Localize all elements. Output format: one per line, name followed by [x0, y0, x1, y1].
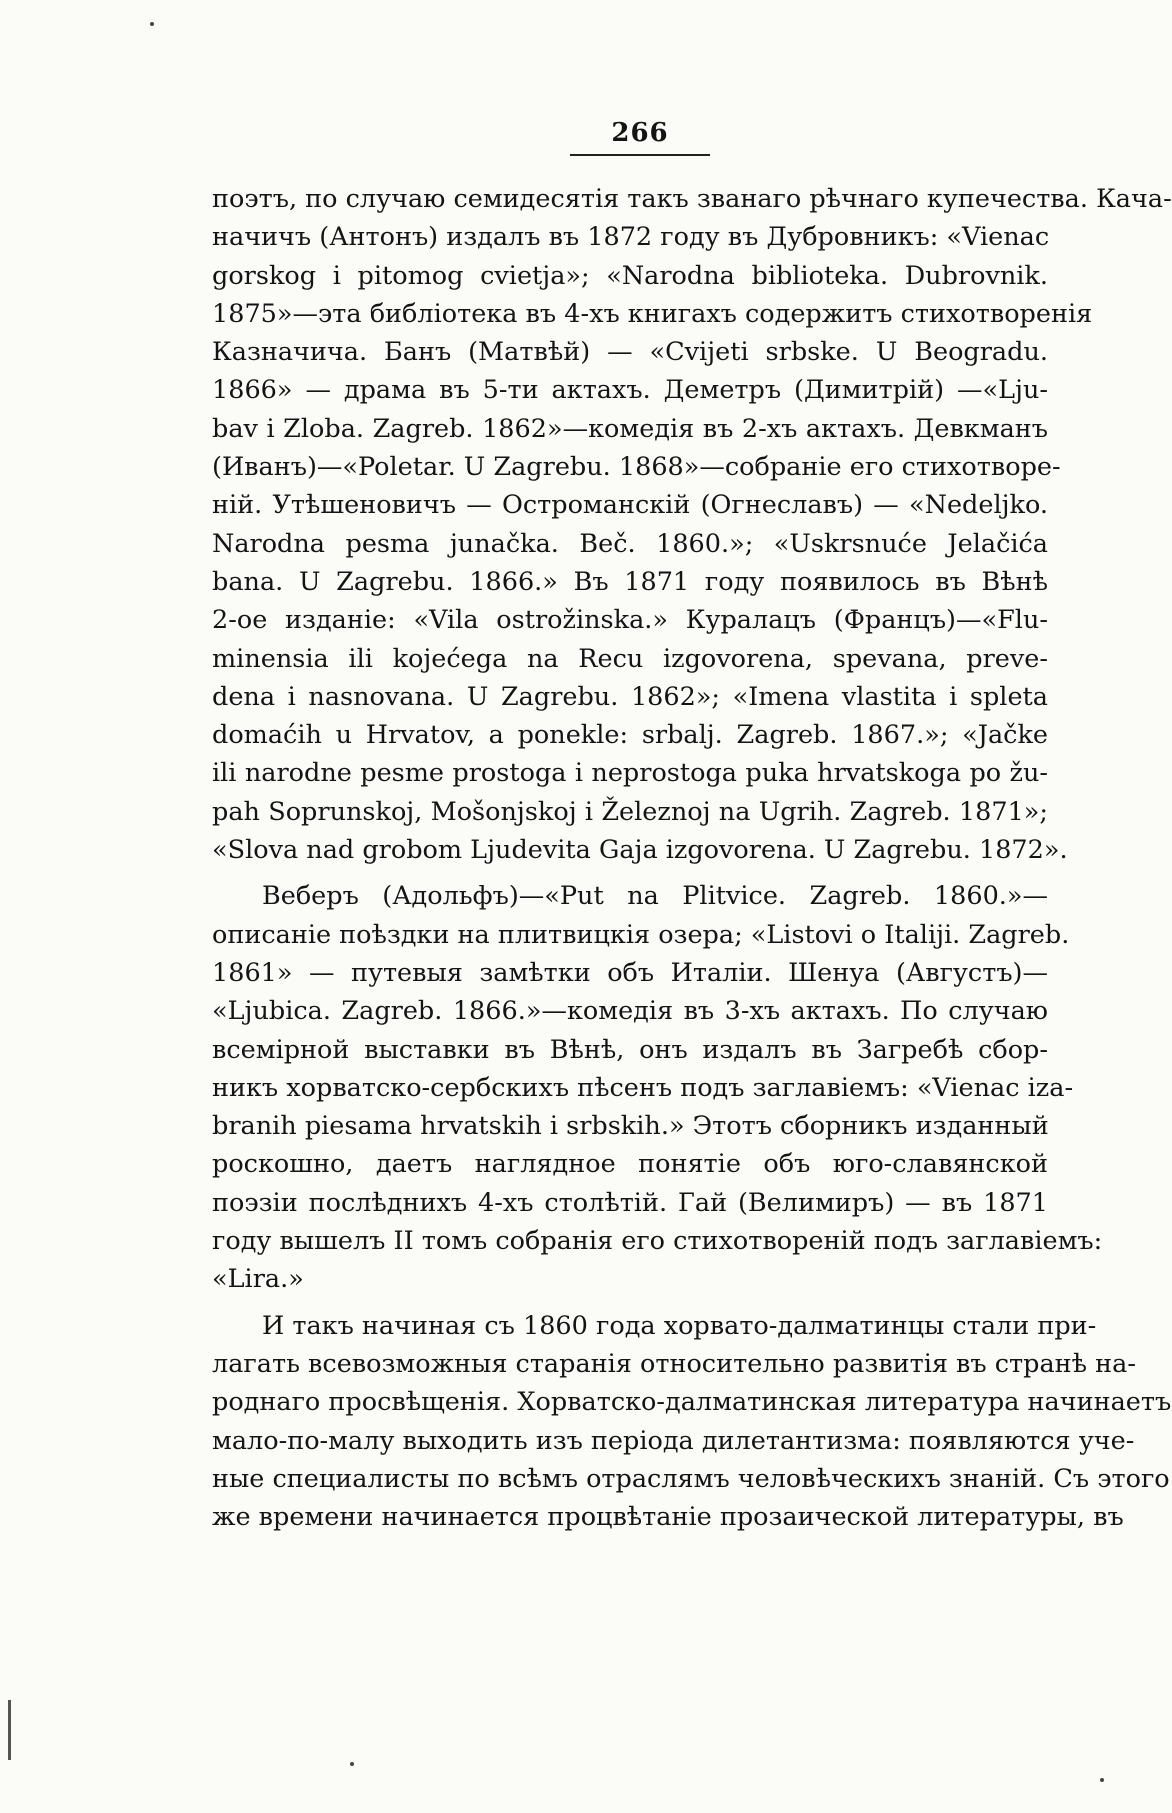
text-line: поэтъ, по случаю семидесятія такъ званаго рѣчнаго купечества. Кача- — [212, 184, 1172, 214]
text-line: gorskog i pitomog cvietja»; «Narodna biblioteka. Dubrovnik. — [212, 260, 1048, 291]
text-line: 2-ое изданіе: «Vila ostrožinska.» Куралацъ (Францъ)—«Flu- — [212, 605, 1048, 636]
scan-speck — [150, 22, 154, 26]
scan-speck — [1100, 1778, 1104, 1782]
text-line: minensia ili kojećega na Recu izgovorena, spevana, preve- — [212, 643, 1048, 674]
text-line: роднаго просвѣщенія. Хорватско-далматинская литература начинаетъ — [212, 1387, 1172, 1418]
text-line: начичъ (Антонъ) издалъ въ 1872 году въ Дубровникъ: «Vienac — [212, 222, 1050, 253]
text-line: «Slova nad grobom Ljudevita Gaja izgovorena. U Zagrebu. 1872». — [212, 835, 1068, 866]
text-line: bana. U Zagrebu. 1866.» Въ 1871 году появилось въ Вѣнѣ — [212, 566, 1048, 597]
text-line: всемірной выставки въ Вѣнѣ, онъ издалъ въ Загребѣ сбор- — [212, 1034, 1048, 1065]
text-line: Narodna pesma junačka. Beč. 1860.»; «Uskrsnuće Jelačića — [212, 528, 1048, 559]
text-line: 1861» — путевыя замѣтки объ Италіи. Шенуа (Августъ)— — [212, 957, 1048, 988]
scan-speck — [350, 1762, 354, 1766]
text-line: описаніе поѣздки на плитвицкія озера; «Listovi o Italiji. Zagreb. — [212, 919, 1070, 950]
text-line: «Lira.» — [212, 1264, 304, 1295]
text-line: лагать всевозможныя старанія относительно развитія въ странѣ на- — [212, 1348, 1136, 1379]
text-line: «Ljubica. Zagreb. 1866.»—комедія въ 3-хъ актахъ. По случаю — [212, 996, 1048, 1027]
text-line: 1866» — драма въ 5-ти актахъ. Деметръ (Димитрій) —«Lju- — [212, 375, 1048, 406]
text-line: dena i nasnovana. U Zagrebu. 1862»; «Imena vlastita i spleta — [212, 681, 1048, 712]
text-line: ній. Утѣшеновичъ — Остроманскій (Огнеславъ) — «Nedeljko. — [212, 490, 1048, 521]
text-line: (Иванъ)—«Poletar. U Zagrebu. 1868»—собраніе его стихотворе- — [212, 452, 1061, 483]
text-line: bav i Zloba. Zagreb. 1862»—комедія въ 2-хъ актахъ. Девкманъ — [212, 413, 1048, 444]
text-line: поэзіи послѣднихъ 4-хъ столѣтій. Гай (Велимиръ) — въ 1871 — [212, 1187, 1048, 1218]
page-number-rule — [570, 154, 710, 156]
text-line: же времени начинается процвѣтаніе прозаической литературы, въ — [212, 1502, 1124, 1533]
text-line: Казначича. Банъ (Матвѣй) — «Cvijeti srbske. U Beogradu. — [212, 337, 1048, 368]
page-number: 266 — [611, 118, 669, 148]
text-line: ные специалисты по всѣмъ отраслямъ человѣческихъ знаній. Съ этого — [212, 1463, 1170, 1494]
paragraph — [212, 1307, 1172, 1537]
paragraph-gap — [212, 1299, 1048, 1307]
paragraph-gap — [212, 869, 1048, 877]
text-line: domaćih u Hrvatov, a ponekle: srbalj. Zagreb. 1867.»; «Jačke — [212, 720, 1048, 751]
text-line: мало-по-малу выходить изъ періода дилетантизма: появляются уче- — [212, 1425, 1135, 1456]
body-text — [212, 180, 1172, 1536]
text-line: И такъ начиная съ 1860 года хорвато-далматинцы стали при- — [262, 1310, 1097, 1341]
text-line: branih piesama hrvatskih i srbskih.» Этотъ сборникъ изданный — [212, 1111, 1049, 1142]
text-line: году вышелъ II томъ собранія его стихотвореній подъ заглавіемъ: — [212, 1226, 1103, 1257]
text-line: роскошно, даетъ наглядное понятіе объ юго-славянской — [212, 1149, 1048, 1180]
text-line: никъ хорватско-сербскихъ пѣсенъ подъ заглавіемъ: «Vienac iza- — [212, 1072, 1074, 1103]
paragraph — [212, 877, 1103, 1298]
paragraph — [212, 180, 1172, 869]
text-line: Веберъ (Адольфъ)—«Put na Plitvice. Zagreb. 1860.»— — [262, 881, 1048, 912]
text-line: ili narodne pesme prostoga i neprostoga puka hrvatskoga po žu- — [212, 758, 1048, 789]
margin-mark — [8, 1700, 11, 1760]
text-line: pah Soprunskoj, Mošonjskoj i Železnoj na Ugrih. Zagreb. 1871»; — [212, 796, 1048, 827]
text-line: 1875»—эта библіотека въ 4-хъ книгахъ содержитъ стихотворенія — [212, 298, 1093, 329]
